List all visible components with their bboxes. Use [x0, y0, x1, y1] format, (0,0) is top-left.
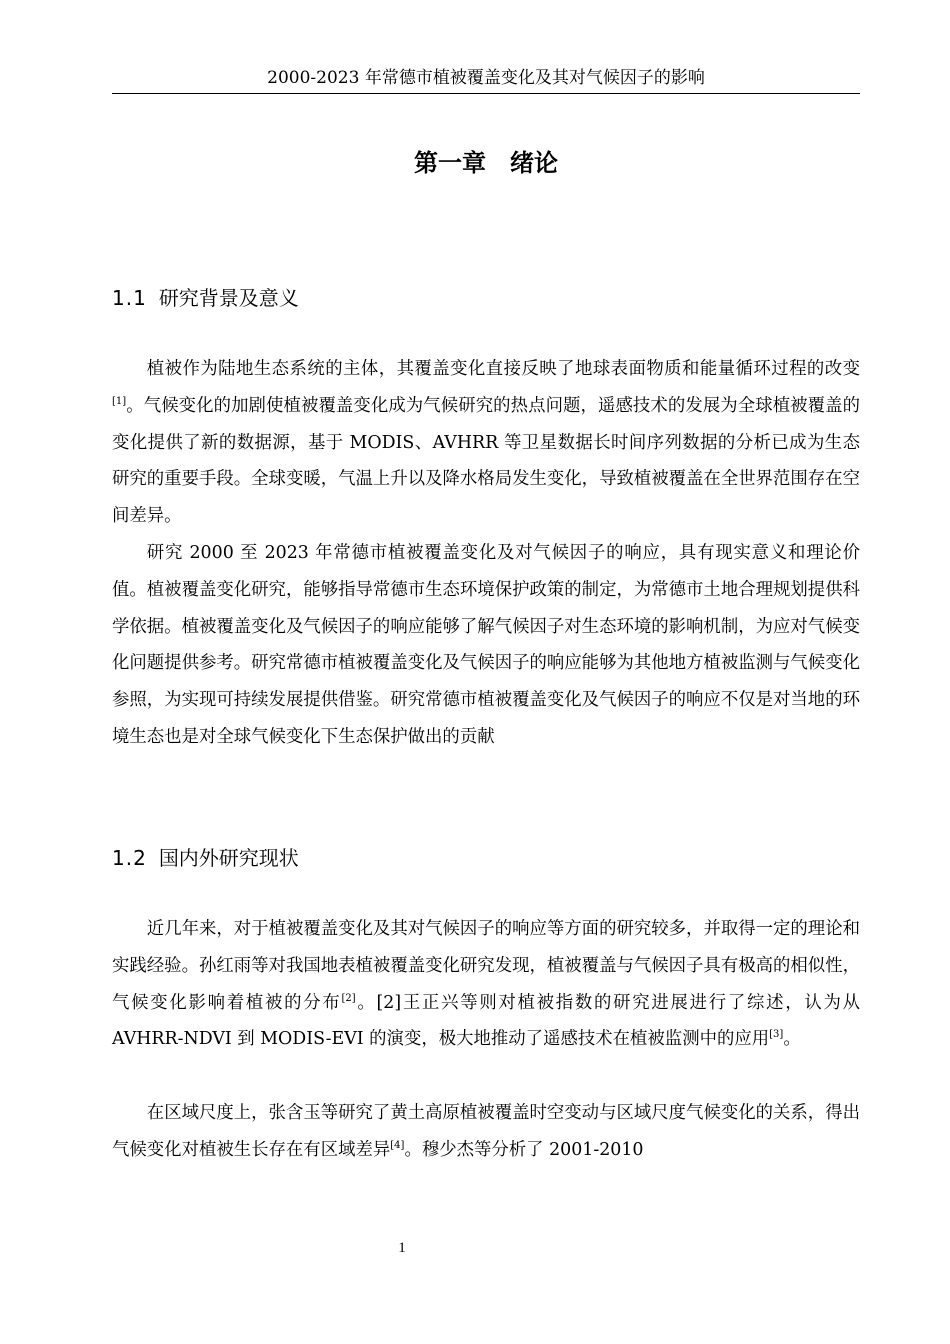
paragraph — [112, 535, 860, 756]
chapter-name: 绪论 — [510, 149, 558, 177]
paragraph — [112, 911, 860, 1058]
citation: [4] — [390, 1139, 405, 1151]
header-rule — [112, 93, 860, 94]
citation: [3] — [769, 1029, 784, 1041]
paragraph-text: 。穆少杰等分析了 2001-2010 — [404, 1139, 644, 1160]
paragraph-text: 。气候变化的加剧使植被覆盖变化成为气候研究的热点问题，遥感技术的发展为全球植被覆盖的变化提供了新的数据源，基于 MODIS、AVHRR 等卫星数据长时间序列数据的分析已成为生态研究的重要手段。全球变暖，气温上升以及降水格局发生变化，导致植被覆盖在全世界范围存在空间差异。 — [112, 395, 860, 527]
paragraph-text: 近几年来，对于植被覆盖变化及其对气候因子的响应等方面的研究较多，并取得一定的理论和实践经验。孙红雨等对我国地表植被覆盖变化研究发现，植被覆盖与气候因子具有极高的相似性，气候变化影响着植被的分布 — [112, 919, 860, 1013]
paragraph-text: 。[2]王正兴等则对植被指数的研究进展进行了综述，认为从 AVHRR-NDVI 到 MODIS-EVI 的演变，极大地推动了遥感技术在植被监测中的应用 — [112, 992, 860, 1050]
section-number: 1.2 — [112, 846, 147, 870]
citation: [2] — [341, 992, 356, 1004]
paragraph-text: 植被作为陆地生态系统的主体，其覆盖变化直接反映了地球表面物质和能量循环过程的改变 — [146, 359, 860, 379]
running-header: 2000-2023 年常德市植被覆盖变化及其对气候因子的影响 — [267, 68, 705, 88]
paragraph — [112, 1095, 860, 1169]
section-title: 研究背景及意义 — [158, 286, 299, 310]
paragraph-text: 在区域尺度上，张含玉等研究了黄土高原植被覆盖时空变动与区域尺度气候变化的关系，得出气候变化对植被生长存在有区域差异 — [112, 1103, 860, 1160]
section-heading-1-1 — [112, 283, 299, 313]
section-number: 1.1 — [112, 286, 147, 310]
section-title: 国内外研究现状 — [158, 846, 299, 870]
paragraph-text: 研究 2000 至 2023 年常德市植被覆盖变化及对气候因子的响应，具有现实意义和理论价值。植被覆盖变化研究，能够指导常德市生态环境保护政策的制定，为常德市土地合理规划提供科学依据。植被覆盖变化及气候因子的响应能够了解气候因子对生态环境的影响机制，为应对气候变化问题提供参考。研究常德市植被覆盖变化及气候因子的响应能够为其他地方植被监测与气候变化参照，为实现可持续发展提供借鉴。研究常德市植被覆盖变化及气候因子的响应不仅是对当地的环境生态也是对全球气候变化下生态保护做出的贡献 — [112, 543, 860, 747]
chapter-title — [112, 146, 860, 180]
paragraph-text: 。 — [783, 1029, 801, 1050]
page-number: 1 — [398, 1240, 406, 1256]
paragraph — [112, 351, 860, 535]
chapter-number: 第一章 — [414, 149, 486, 177]
citation: [1] — [112, 395, 127, 407]
section-heading-1-2 — [112, 843, 299, 873]
